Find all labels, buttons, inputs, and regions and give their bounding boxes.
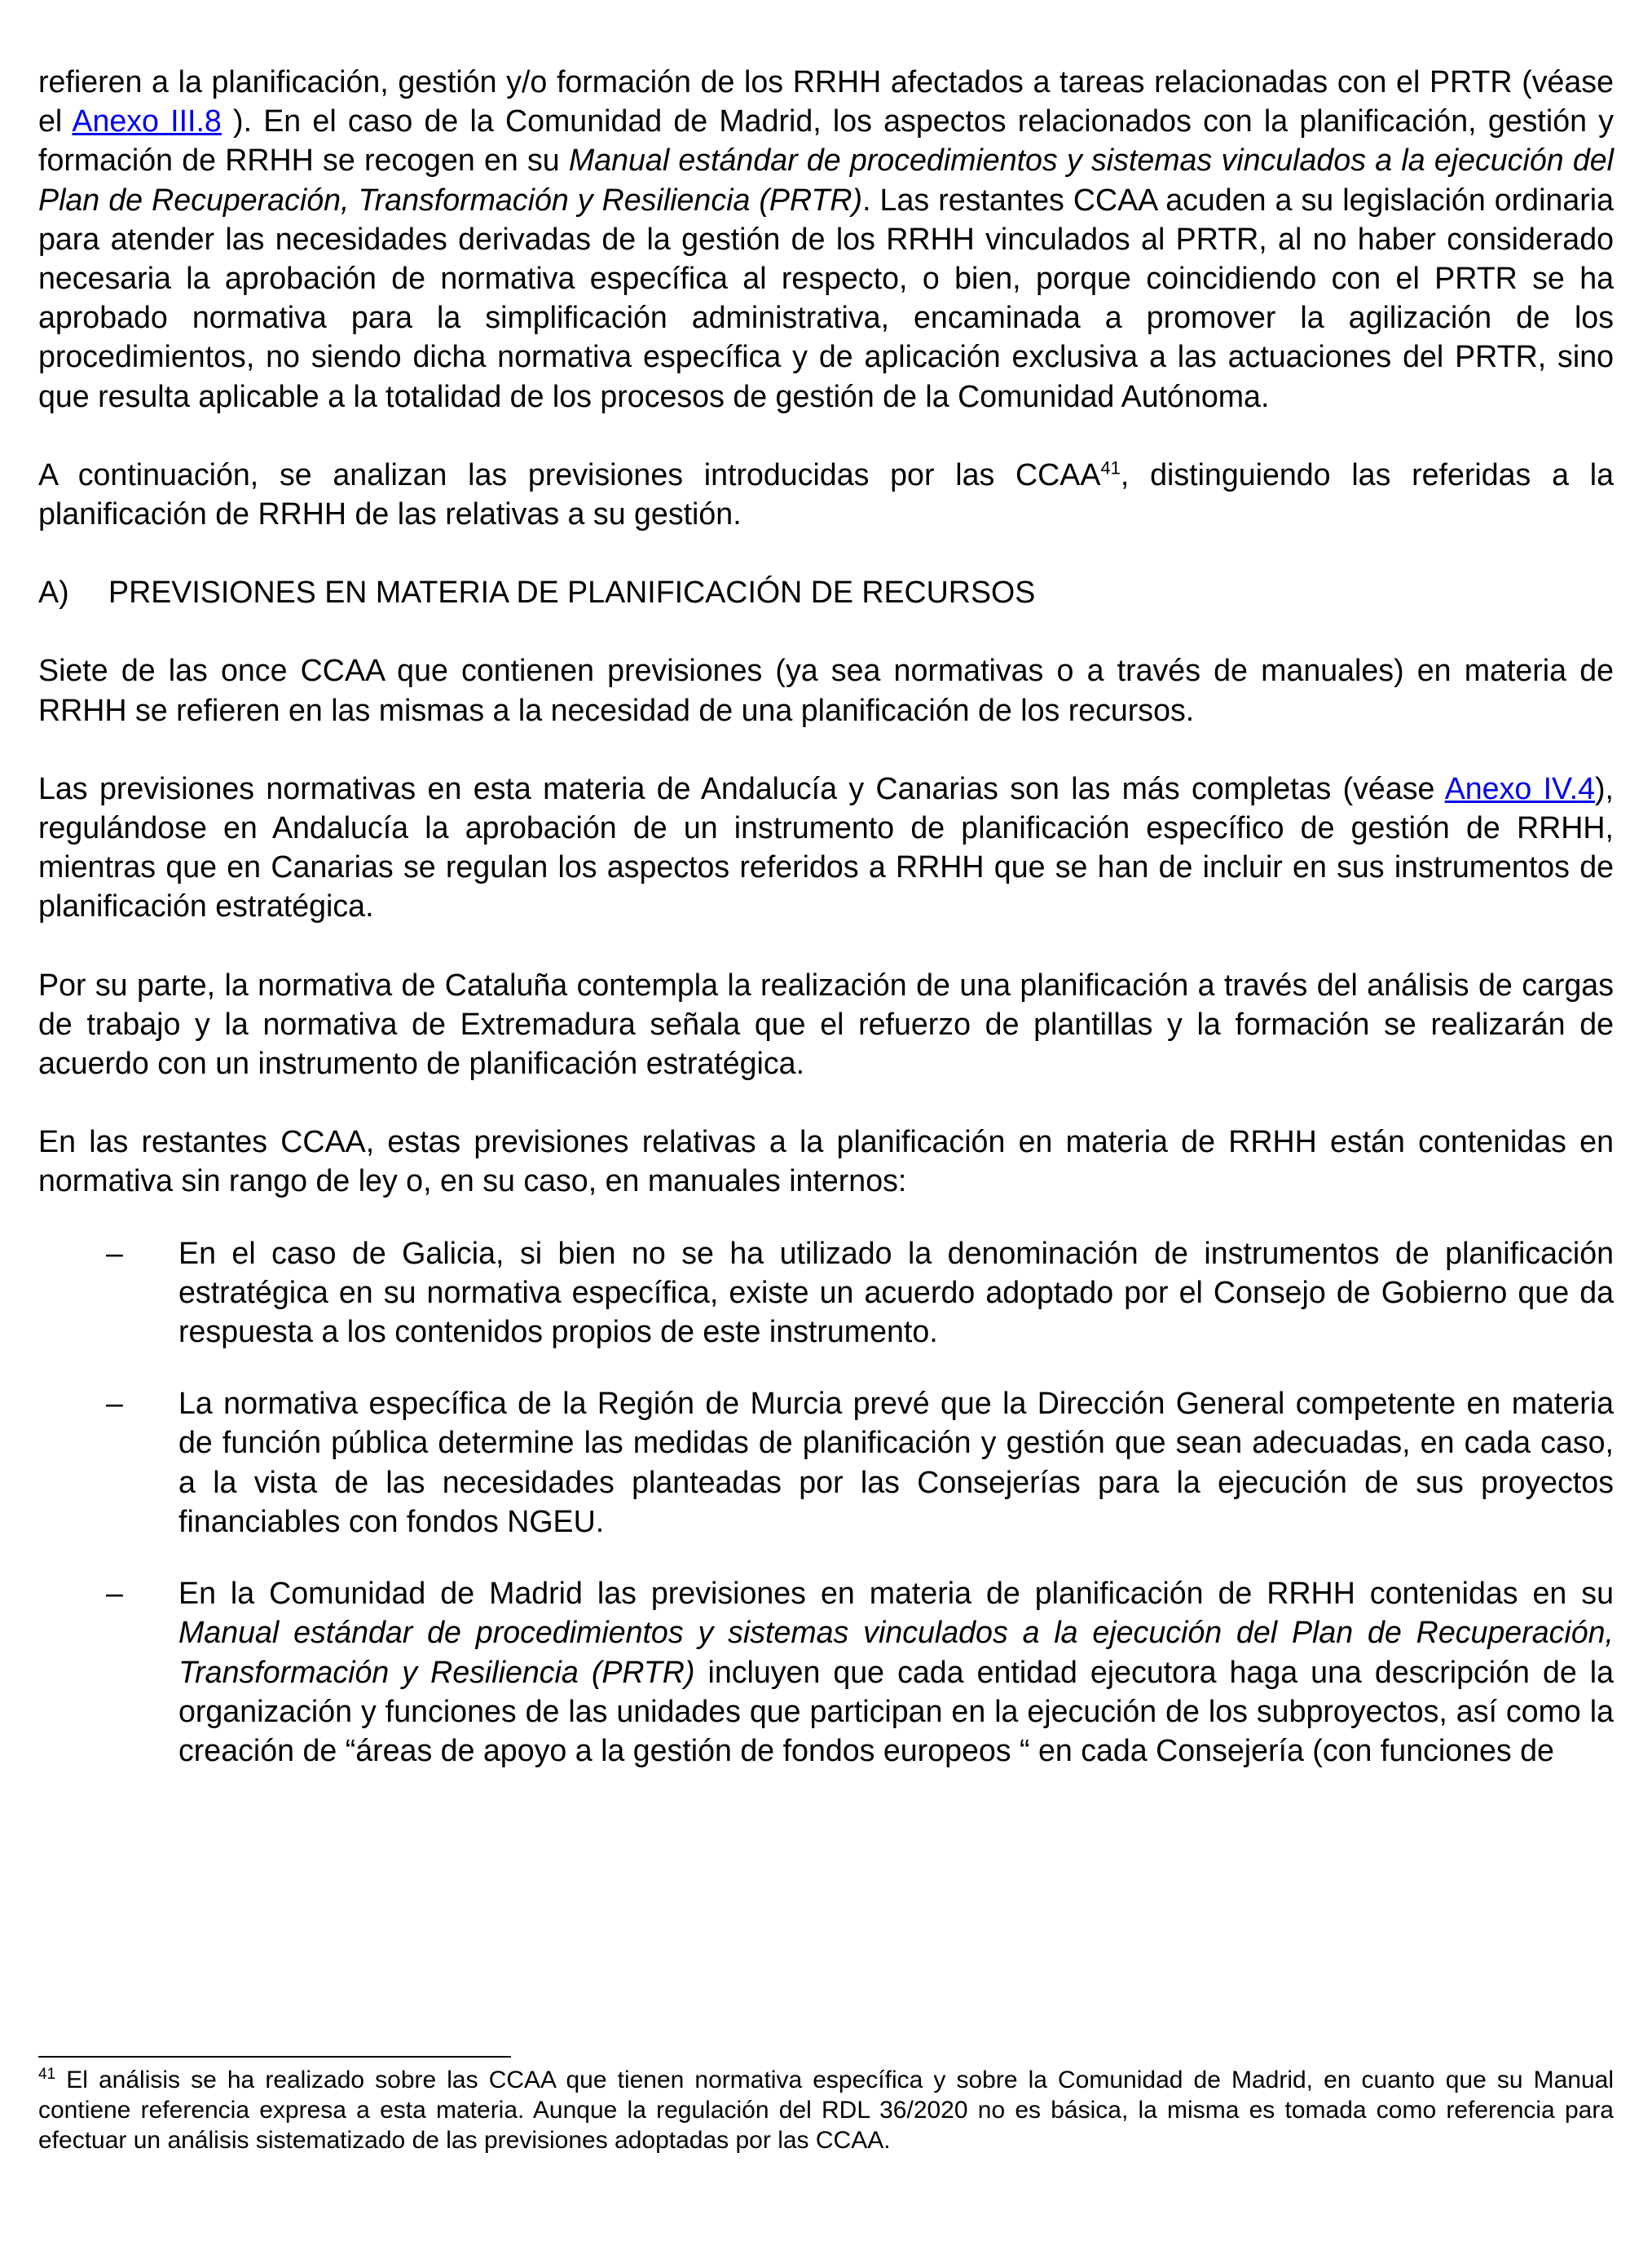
dash-bullet: – [106, 1386, 123, 1421]
footnote-ref-41[interactable]: 41 [1100, 457, 1121, 479]
list-item [38, 1383, 1614, 1541]
list-item-text: La normativa específica de la Región de Murcia prevé que la Dirección General competente en materia de función pública determine las medidas de planificación y gestión que sean adecuadas, en cada caso, a la vista de las necesidades planteadas por las Consejerías para la ejecución de sus proyectos financiables con fondos NGEU. [178, 1386, 1614, 1538]
section-heading [38, 572, 1614, 611]
dash-bullet: – [106, 1576, 123, 1611]
document-body [38, 62, 1614, 1770]
text-run: incluyen que cada entidad ejecutora haga una descripción de la organización y funciones de las unidades que participan en la ejecución de los subproyectos, así como la creación de “áreas de apoyo a la gestión de fondos europeos “ en cada Consejería (con funciones de [178, 1654, 1615, 1767]
list-item [38, 1573, 1614, 1770]
paragraph-andalucia-canarias [38, 769, 1614, 926]
list-item [38, 1233, 1614, 1352]
text-run: Las previsiones normativas en esta materia de Andalucía y Canarias son las más completas (véase [38, 770, 1445, 805]
manual-title-italic: Manual estándar de procedimientos y sistemas vinculados a la ejecución del Plan de Recuperación, Transformación y Resiliencia (PRTR) [38, 143, 1614, 217]
paragraph-intro [38, 62, 1614, 416]
section-heading-text: PREVISIONES EN MATERIA DE PLANIFICACIÓN DE RECURSOS [108, 575, 1036, 610]
dash-bullet: – [106, 1235, 123, 1270]
footnote-text: El análisis se ha realizado sobre las CCAA que tienen normativa específica y sobre la Comunidad de Madrid, en cuanto que su Manual contiene referencia expresa a esta materia. Aunque la regulación del RDL 36/2020 no es básica, la misma es tomada como referencia para efectuar un análisis sistematizado de las previsiones adoptadas por las CCAA. [38, 2067, 1614, 2155]
text-run: . Las restantes CCAA acuden a su legislación ordinaria para atender las necesidades derivadas de la gestión de los RRHH vinculados al PRTR, al no haber considerado necesaria la aprobación de normativa específica al respecto, o bien, porque coincidiendo con el PRTR se ha aprobado normativa para la simplificación administrativa, encaminada a promover la agilización de los procedimientos, no siendo dicha normativa específica y de aplicación exclusiva a las actuaciones del PRTR, sino que resulta aplicable a la totalidad de los procesos de gestión de la Comunidad Autónoma. [38, 182, 1614, 413]
text-run: ). En el caso de la Comunidad de Madrid, los aspectos relacionados con la planificación, gestión y formación de RRHH se recogen en su [38, 104, 1615, 178]
anexo-iii-8-link[interactable]: Anexo III.8 [72, 104, 222, 139]
text-run: A continuación, se analizan las previsiones introducidas por las CCAA [38, 457, 1101, 492]
paragraph-siete: Siete de las once CCAA que contienen previsiones (ya sea normativas o a través de manuales) en materia de RRHH se refieren en las mismas a la necesidad de una planificación de los recursos. [38, 653, 1614, 727]
dash-list [38, 1233, 1614, 1770]
text-run: ), regulándose en Andalucía la aprobación de un instrumento de planificación específico de gestión de RRHH, mientras que en Canarias se regulan los aspectos referidos a RRHH que se han de incluir en sus instrumentos de planificación estratégica. [38, 770, 1614, 924]
paragraph-continuation [38, 455, 1614, 533]
text-run: En la Comunidad de Madrid las previsiones en materia de planificación de RRHH contenidas en su [178, 1576, 1614, 1611]
text-run: , distinguiendo las referidas a la planificación de RRHH de las relativas a su gestión. [38, 457, 1614, 532]
footnote-number: 41 [38, 2066, 56, 2083]
manual-title-italic: Manual estándar de procedimientos y sistemas vinculados a la ejecución del Plan de Recuperación, Transformación y Resiliencia (PRTR) [178, 1615, 1614, 1689]
paragraph-cataluna-extremadura: Por su parte, la normativa de Cataluña contempla la realización de una planificación a través del análisis de cargas de trabajo y la normativa de Extremadura señala que el refuerzo de plantillas y la formación se realizarán de acuerdo con un instrumento de planificación estratégica. [38, 967, 1614, 1081]
anexo-iv-4-link[interactable]: Anexo IV.4 [1444, 770, 1596, 805]
footnote-separator [38, 2056, 511, 2058]
footnote-41 [38, 2065, 1614, 2156]
paragraph-restantes: En las restantes CCAA, estas previsiones relativas a la planificación en materia de RRHH están contenidas en normativa sin rango de ley o, en su caso, en manuales internos: [38, 1124, 1614, 1198]
text-run: refieren a la planificación, gestión y/o formación de los RRHH afectados a tareas relacionadas con el PRTR (véase el [38, 64, 1614, 139]
list-item-text: En el caso de Galicia, si bien no se ha utilizado la denominación de instrumentos de planificación estratégica en su normativa específica, existe un acuerdo adoptado por el Consejo de Gobierno que da respuesta a los contenidos propios de este instrumento. [178, 1235, 1614, 1349]
section-letter: A) [38, 575, 69, 610]
